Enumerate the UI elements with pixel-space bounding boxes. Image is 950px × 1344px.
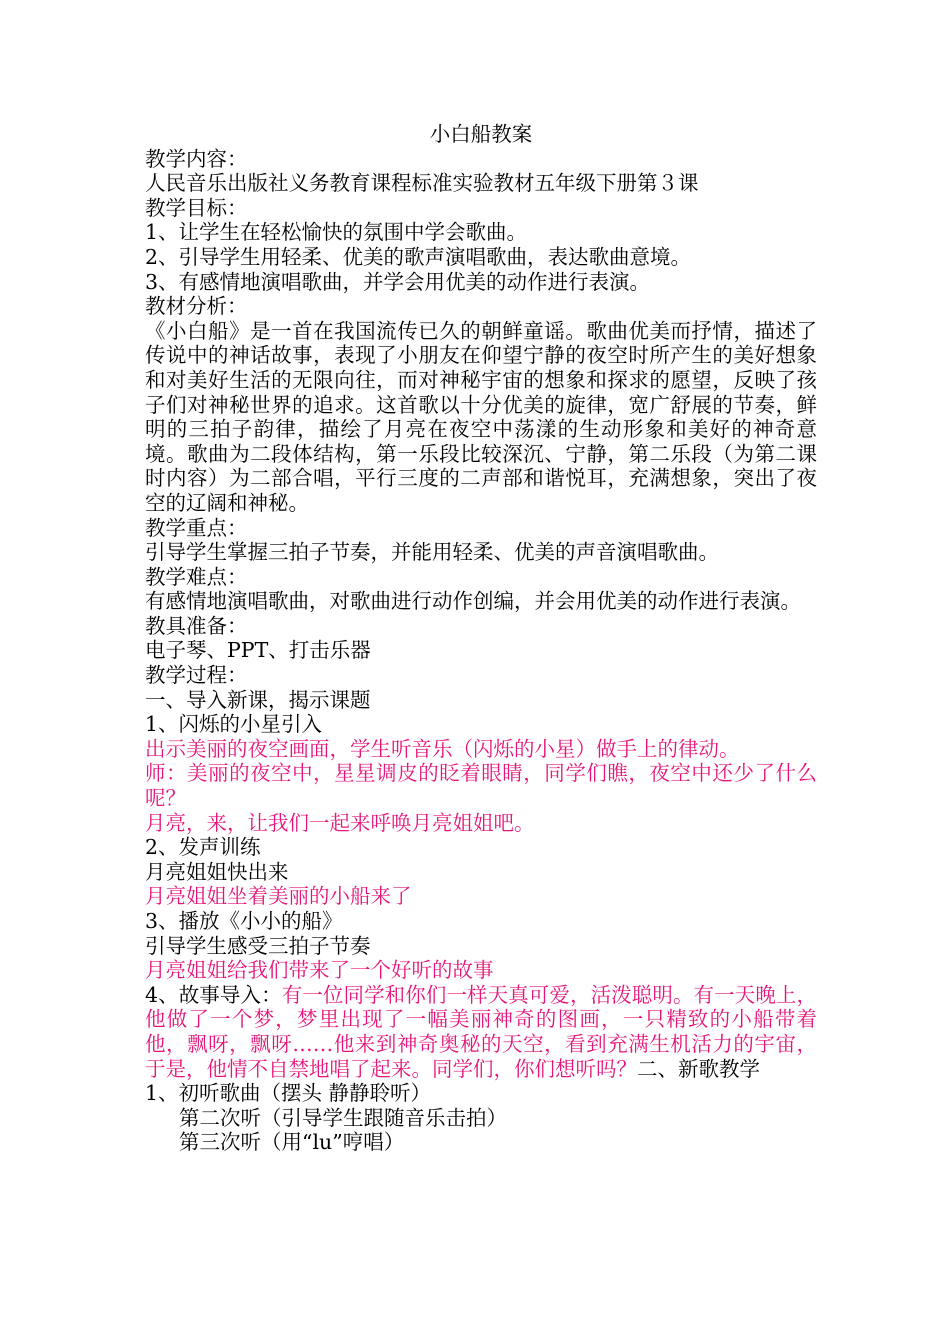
document-page [145, 122, 817, 1155]
teacher-script-line: 月亮姐姐给我们带来了一个好听的故事 [145, 958, 494, 983]
teacher-script-line: 月亮，来，让我们一起来呼唤月亮姐姐吧。 [145, 810, 535, 835]
goal-item: 2、引导学生用轻柔、优美的歌声演唱歌曲，表达歌曲意境。 [145, 244, 692, 269]
tools-text: 电子琴、PPT、打击乐器 [145, 638, 371, 663]
section-heading-goals: 教学目标： [145, 195, 248, 220]
teacher-script-line: 出示美丽的夜空画面，学生听音乐（闪烁的小星）做手上的律动。 [145, 736, 740, 761]
process-substep: 1、闪烁的小星引入 [145, 712, 323, 737]
story-intro-script: 有一位同学和你们一样天真可爱，活泼聪明。有一天晚上，他做了一个梦，梦里出现了一幅美丽神奇的图画，一只精致的小船带着他，飘呀，飘呀……他来到神奇奥秘的天空，看到充满生机活力的宇宙，于是，他情不自禁地唱了起来。同学们，你们想听吗？ [145, 982, 818, 1081]
section-new-song-teaching: 二、新歌教学 [637, 1056, 760, 1081]
process-substep: 3、播放《小小的船》 [145, 909, 343, 933]
listening-step: 第三次听（用“lu”哼唱） [179, 1130, 405, 1155]
analysis-paragraph: 《小白船》是一首在我国流传已久的朝鲜童谣。歌曲优美而抒情，描述了传说中的神话故事，表现了小朋友在仰望宁静的夜空时所产生的美好想象和对美好生活的无限向往，而对神秘宇宙的想象和探求的愿望，反映了孩子们对神秘世界的追求。这首歌以十分优美的旋律，宽广舒展的节奏，鲜明的三拍子韵律，描绘了月亮在夜空中荡漾的生动形象和美好的神奇意境。歌曲为二段体结构，第一乐段比较深沉、宁静，第二乐段（为第二课时内容）为二部合唱，平行三度的二声部和谐悦耳，充满想象，突出了夜空的辽阔和神秘。 [145, 318, 817, 515]
goal-item: 1、让学生在轻松愉快的氛围中学会歌曲。 [145, 220, 528, 245]
teacher-script-line: 师：美丽的夜空中，星星调皮的眨着眼睛，同学们瞧，夜空中还少了什么呢？ [145, 761, 817, 811]
process-substep: 2、发声训练 [145, 835, 261, 860]
process-step: 一、导入新课，揭示课题 [145, 687, 371, 712]
key-points-text: 引导学生掌握三拍子节奏，并能用轻柔、优美的声音演唱歌曲。 [145, 540, 719, 565]
section-heading-key-points: 教学重点： [145, 515, 248, 540]
content-text: 人民音乐出版社义务教育课程标准实验教材五年级下册第３课 [145, 171, 699, 196]
story-intro-paragraph [145, 983, 817, 1081]
process-text: 引导学生感受三拍子节奏 [145, 933, 371, 958]
goal-item: 3、有感情地演唱歌曲，并学会用优美的动作进行表演。 [145, 269, 651, 294]
listening-step: 第二次听（引导学生跟随音乐击拍） [179, 1105, 507, 1130]
teacher-script-line: 月亮姐姐坐着美丽的小船来了 [145, 884, 412, 909]
section-heading-difficulties: 教学难点： [145, 564, 248, 589]
process-text: 月亮姐姐快出来 [145, 859, 289, 884]
document-title: 小白船教案 [429, 122, 533, 146]
section-heading-tools: 教具准备： [145, 613, 248, 638]
listening-step: 1、初听歌曲（摆头 静静聆听） [145, 1081, 432, 1106]
story-intro-label: 4、故事导入： [145, 982, 282, 1007]
difficulties-text: 有感情地演唱歌曲，对歌曲进行动作创编，并会用优美的动作进行表演。 [145, 589, 801, 614]
section-heading-analysis: 教材分析： [145, 294, 248, 319]
section-heading-process: 教学过程： [145, 663, 248, 688]
section-heading-content: 教学内容： [145, 146, 248, 171]
